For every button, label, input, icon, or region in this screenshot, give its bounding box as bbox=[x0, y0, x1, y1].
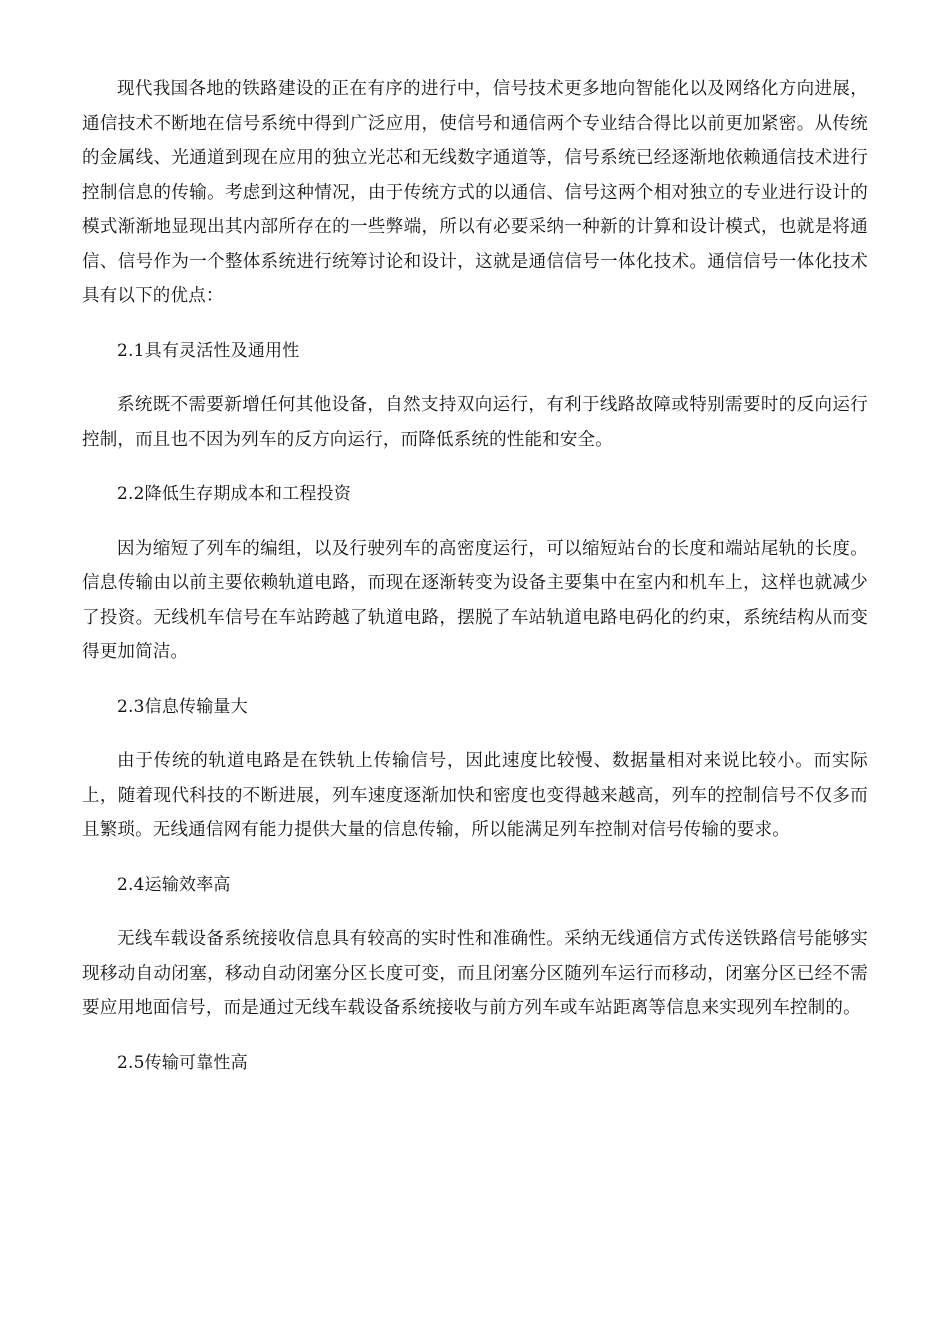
section-body-2-4: 无线车载设备系统接收信息具有较高的实时性和准确性。采纳无线通信方式传送铁路信号能够实现移动自动闭塞，移动自动闭塞分区长度可变，而且闭塞分区随列车运行而移动，闭塞分区已经不需要应用地面信号，而是通过无线车载设备系统接收与前方列车或车站距离等信息来实现列车控制的。 bbox=[82, 929, 868, 1018]
section-heading-2-5: 2.5传输可靠性高 bbox=[117, 1052, 248, 1073]
section-heading-2-2: 2.2降低生存期成本和工程投资 bbox=[117, 484, 352, 504]
section-heading-2-3: 2.3信息传输量大 bbox=[117, 696, 248, 717]
intro-paragraph: 现代我国各地的铁路建设的正在有序的进行中，信号技术更多地向智能化以及网络化方向进展，通信技术不断地在信号系统中得到广泛应用，使信号和通信两个专业结合得比以前更加紧密。从传统的金属线、光通道到现在应用的独立光芯和无线数字通道等，信号系统已经逐渐地依赖通信技术进行控制信息的传输。考虑到这种情况，由于传统方式的以通信、信号这两个相对独立的专业进行设计的模式渐渐地显现出其内部所存在的一些弊端，所以有必要采纳一种新的计算和设计模式，也就是将通信、信号作为一个整体系统进行统筹讨论和设计，这就是通信信号一体化技术。通信信号一体化技术具有以下的优点： bbox=[82, 79, 868, 306]
section-body-2-2: 因为缩短了列车的编组，以及行驶列车的高密度运行，可以缩短站台的长度和端站尾轨的长度。信息传输由以前主要依赖轨道电路，而现在逐渐转变为设备主要集中在室内和机车上，这样也就减少了投资。无线机车信号在车站跨越了轨道电路，摆脱了车站轨道电路电码化的约束，系统结构从而变得更加简洁。 bbox=[82, 538, 868, 662]
section-heading-2-1: 2.1具有灵活性及通用性 bbox=[117, 340, 300, 361]
section-body-2-1: 系统既不需要新增任何其他设备，自然支持双向运行，有利于线路故障或特别需要时的反向运行控制，而且也不因为列车的反方向运行，而降低系统的性能和安全。 bbox=[82, 395, 868, 450]
document-body bbox=[82, 72, 868, 1100]
section-body-2-3: 由于传统的轨道电路是在铁轨上传输信号，因此速度比较慢、数据量相对来说比较小。而实际上，随着现代科技的不断进展，列车速度逐渐加快和密度也变得越来越高，列车的控制信号不仅多而且繁琐。无线通信网有能力提供大量的信息传输，所以能满足列车控制对信号传输的要求。 bbox=[82, 751, 868, 840]
section-heading-2-4: 2.4运输效率高 bbox=[117, 874, 231, 895]
